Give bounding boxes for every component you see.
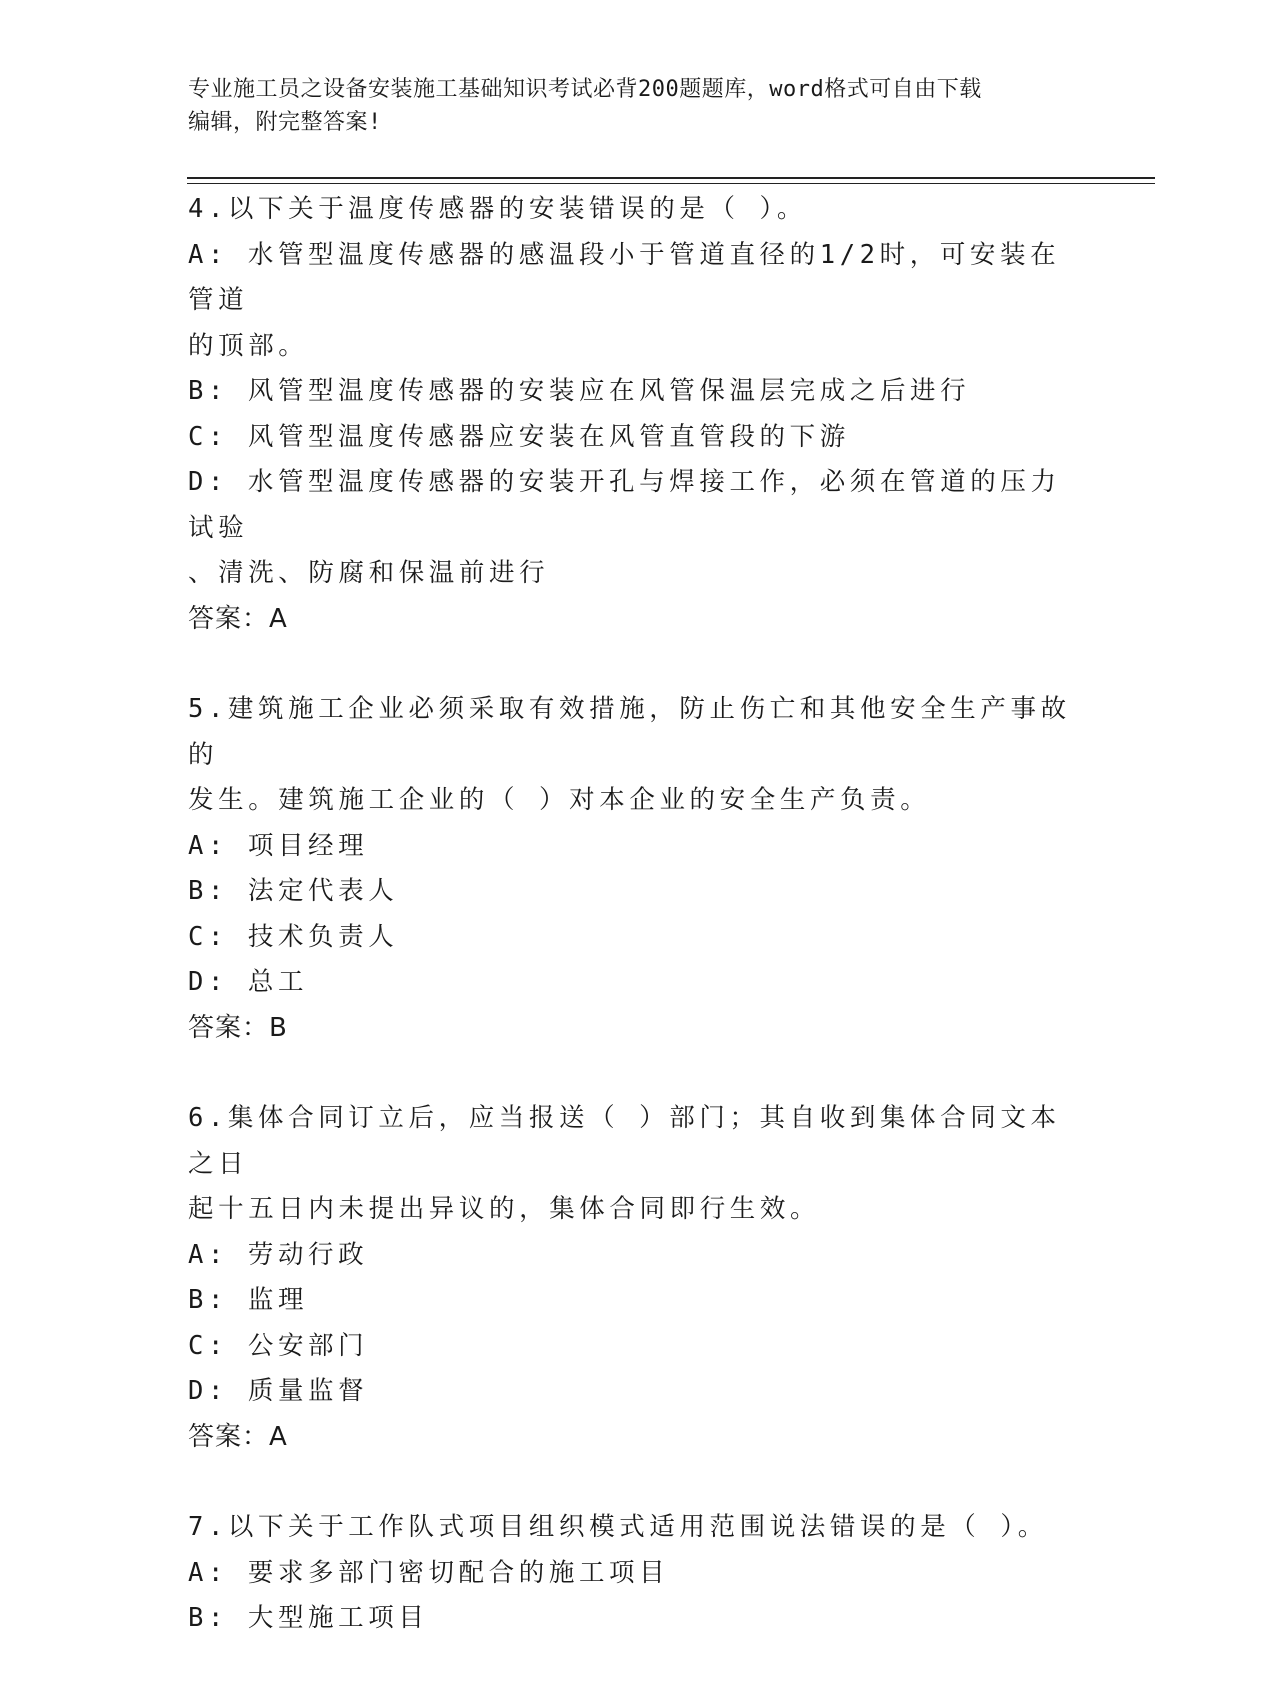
option-c: C: 技术负责人 <box>188 921 399 952</box>
answer-label: 答案：A <box>188 603 288 634</box>
option-b: B: 监理 <box>188 1285 309 1315</box>
option-d-continued: 、清洗、防腐和保温前进行 <box>188 558 550 588</box>
option-a: A: 项目经理 <box>188 830 369 861</box>
question-6 <box>188 1096 1088 1460</box>
question-list <box>188 187 1088 1687</box>
option-a: A: 劳动行政 <box>188 1239 369 1270</box>
document-header <box>188 73 1068 139</box>
question-4 <box>188 187 1088 642</box>
option-a: A: 水管型温度传感器的感温段小于管道直径的1/2时，可安装在管道 <box>188 239 1061 315</box>
question-stem-continued: 发生。建筑施工企业的（ ）对本企业的安全生产负责。 <box>188 785 931 815</box>
option-c: C: 风管型温度传感器应安装在风管直管段的下游 <box>188 421 850 452</box>
header-divider-thick <box>187 177 1155 179</box>
question-stem: 4.以下关于温度传感器的安装错误的是（ ）。 <box>188 194 808 224</box>
option-d: D: 总工 <box>188 967 309 997</box>
option-b: B: 法定代表人 <box>188 876 399 906</box>
option-a: A: 要求多部门密切配合的施工项目 <box>188 1557 670 1588</box>
option-b: B: 大型施工项目 <box>188 1603 429 1633</box>
header-line-2: 编辑，附完整答案! <box>188 110 382 135</box>
question-stem: 6.集体合同订立后，应当报送（ ）部门；其自收到集体合同文本之日 <box>188 1103 1061 1179</box>
header-divider-thin <box>187 183 1155 184</box>
option-d: D: 质量监督 <box>188 1376 369 1406</box>
option-a-continued: 的顶部。 <box>188 330 309 361</box>
answer-label: 答案：B <box>188 1012 288 1043</box>
question-7 <box>188 1505 1088 1642</box>
header-line-1: 专业施工员之设备安装施工基础知识考试必背200题题库，word格式可自由下载 <box>188 77 982 102</box>
option-d: D: 水管型温度传感器的安装开孔与焊接工作，必须在管道的压力试验 <box>188 467 1061 543</box>
question-5 <box>188 687 1088 1051</box>
question-stem: 7.以下关于工作队式项目组织模式适用范围说法错误的是（ ）。 <box>188 1512 1048 1542</box>
question-stem-continued: 起十五日内未提出异议的，集体合同即行生效。 <box>188 1194 821 1224</box>
question-stem: 5.建筑施工企业必须采取有效措施，防止伤亡和其他安全生产事故的 <box>188 694 1071 770</box>
option-c: C: 公安部门 <box>188 1330 369 1361</box>
answer-label: 答案：A <box>188 1421 288 1452</box>
option-b: B: 风管型温度传感器的安装应在风管保温层完成之后进行 <box>188 376 971 406</box>
